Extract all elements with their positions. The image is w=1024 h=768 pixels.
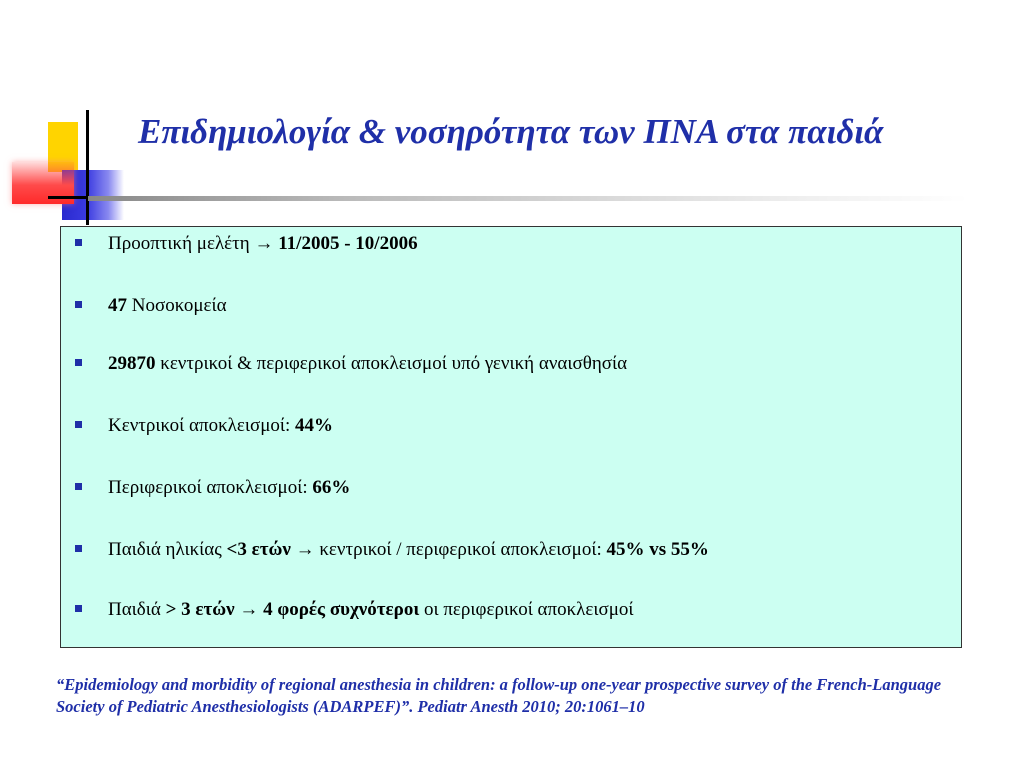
bullet-item [75, 233, 955, 255]
bullet-text [108, 353, 627, 374]
bullet-plain-text: Περιφερικοί αποκλεισμοί: [108, 477, 313, 498]
bullet-item [75, 353, 955, 375]
bullet-plain-text: → [234, 599, 264, 620]
bullet-bold-text: 66% [312, 477, 351, 498]
bullet-bold-text: 29870 [108, 353, 156, 374]
bullet-item [75, 599, 955, 621]
bullet-bold-text: 44% [295, 415, 334, 436]
bullet-text [108, 233, 418, 254]
logo-horizontal-line [48, 196, 88, 199]
title-underline-divider [88, 196, 968, 201]
bullet-plain-text: → κεντρικοί / περιφερικοί αποκλεισμοί: [290, 539, 607, 560]
bullet-item [75, 539, 955, 561]
citation-reference: “Epidemiology and morbidity of regional anesthesia in children: a follow-up one-year prospective survey of the French-Language Society of Pediatric Anesthesiologists (ADARPEF)”. Pediatr Anesth 2010; 20:1061–10 [56, 675, 942, 716]
bullet-text [108, 539, 709, 560]
bullet-square-icon [75, 421, 82, 428]
bullet-item [75, 295, 955, 317]
bullet-plain-text: Νοσοκομεία [127, 295, 227, 316]
bullet-text [108, 599, 634, 620]
bullet-square-icon [75, 483, 82, 490]
bullet-bold-text: 45% vs 55% [606, 539, 709, 560]
bullet-bold-text: 11/2005 - 10/2006 [278, 233, 418, 254]
bullet-text [108, 415, 333, 436]
bullet-plain-text: Κεντρικοί αποκλεισμοί: [108, 415, 296, 436]
bullet-plain-text: Παιδιά ηλικίας [108, 539, 227, 560]
bullet-square-icon [75, 545, 82, 552]
bullet-text [108, 295, 227, 316]
bullet-square-icon [75, 301, 82, 308]
logo-vertical-line [86, 110, 89, 225]
bullet-plain-text: οι περιφερικοί αποκλεισμοί [419, 599, 634, 620]
bullet-square-icon [75, 359, 82, 366]
bullet-plain-text: Παιδιά [108, 599, 166, 620]
bullet-text [108, 477, 350, 498]
bullet-square-icon [75, 239, 82, 246]
bullet-bold-text: <3 ετών [226, 539, 291, 560]
slide-title: Επιδημιολογία & νοσηρότητα των ΠΝΑ στα παιδιά [138, 112, 884, 151]
bullet-bold-text: 4 φορές συχνότεροι [263, 599, 420, 620]
bullet-bold-text: > 3 ετών [165, 599, 235, 620]
content-box [60, 226, 962, 648]
bullet-plain-text: Προοπτική μελέτη → [108, 233, 279, 254]
bullet-bold-text: 47 [108, 295, 127, 316]
bullet-item [75, 477, 955, 499]
bullet-plain-text: κεντρικοί & περιφερικοί αποκλεισμοί υπό γενική αναισθησία [155, 353, 628, 374]
bullet-item [75, 415, 955, 437]
bullet-square-icon [75, 605, 82, 612]
